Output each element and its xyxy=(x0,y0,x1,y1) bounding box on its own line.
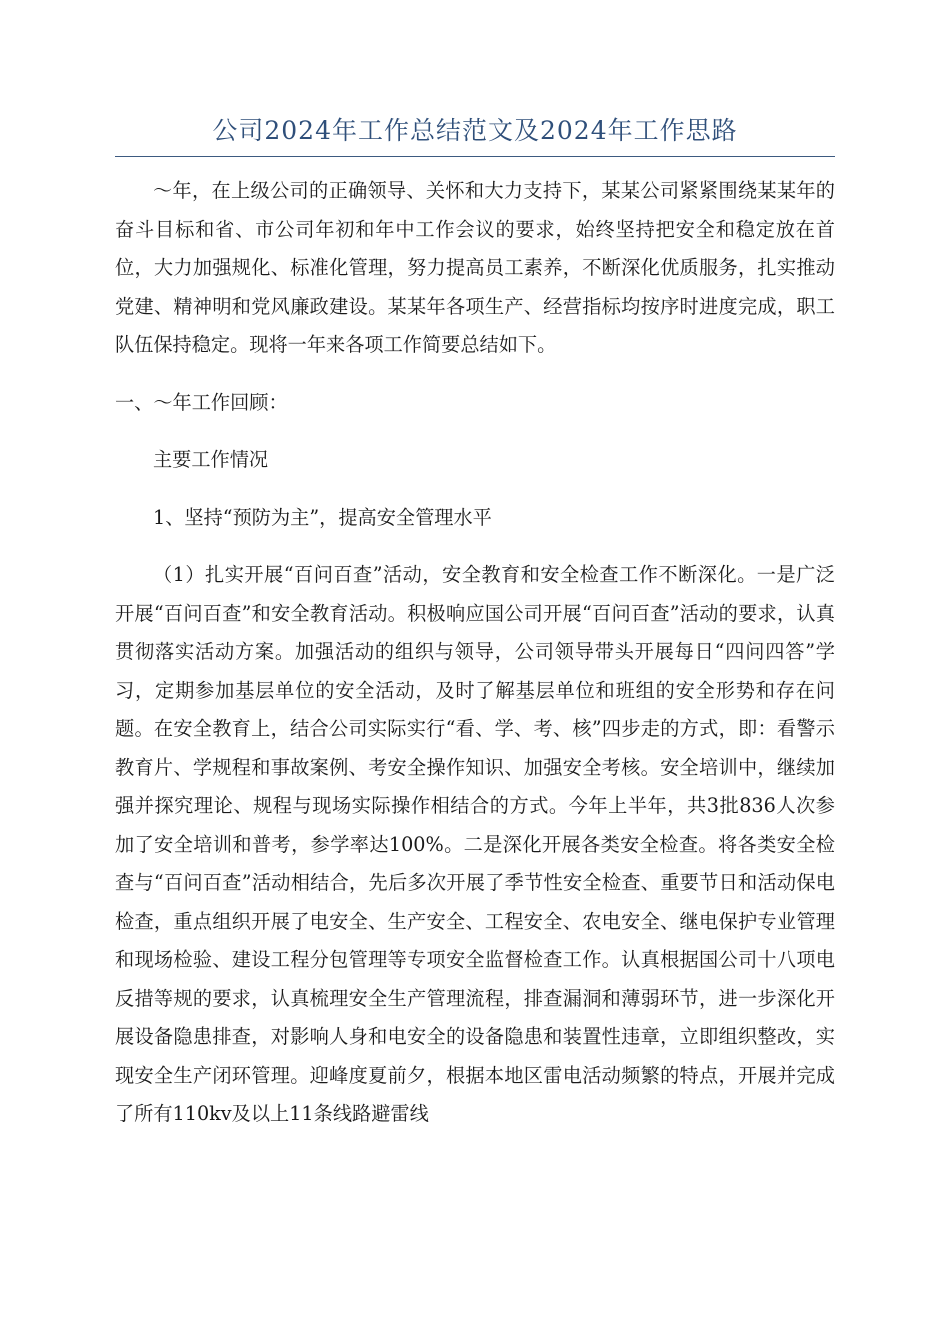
title-block xyxy=(115,112,835,157)
section-heading-review: 一、～年工作回顾： xyxy=(115,390,288,414)
document-title: 公司2024年工作总结范文及2024年工作思路 xyxy=(212,116,738,145)
subheading-main-work: 主要工作情况 xyxy=(153,448,269,471)
item-heading-safety: 1、坚持“预防为主”，提高安全管理水平 xyxy=(153,505,492,529)
document-body xyxy=(115,172,835,1134)
paragraph-intro: ～年，在上级公司的正确领导、关怀和大力支持下，某某公司紧紧围绕某某年的奋斗目标和省、市公司年初和年中工作会议的要求，始终坚持把安全和稳定放在首位，大力加强规化、标准化管理，努力提高员工素养，不断深化优质服务，扎实推动党建、精神明和党风廉政建设。某某年各项生产、经营指标均按序时进度完成，职工队伍保持稳定。现将一年来各项工作简要总结如下。 xyxy=(115,179,835,356)
paragraph-safety-detail: （1）扎实开展“百问百查”活动，安全教育和安全检查工作不断深化。一是广泛开展“百问百查”和安全教育活动。积极响应国公司开展“百问百查”活动的要求，认真贯彻落实活动方案。加强活动的组织与领导，公司领导带头开展每日“四问四答”学习，定期参加基层单位的安全活动，及时了解基层单位和班组的安全形势和存在问题。在安全教育上，结合公司实际实行“看、学、考、核”四步走的方式，即：看警示教育片、学规程和事故案例、考安全操作知识、加强安全考核。安全培训中，继续加强并探究理论、规程与现场实际操作相结合的方式。今年上半年，共3批836人次参加了安全培训和普考，参学率达100%。二是深化开展各类安全检查。将各类安全检查与“百问百查”活动相结合，先后多次开展了季节性安全检查、重要节日和活动保电检查，重点组织开展了电安全、生产安全、工程安全、农电安全、继电保护专业管理和现场检验、建设工程分包管理等专项安全监督检查工作。认真根据国公司十八项电反措等规的要求，认真梳理安全生产管理流程，排查漏洞和薄弱环节，进一步深化开展设备隐患排查，对影响人身和电安全的设备隐患和装置性违章，立即组织整改，实现安全生产闭环管理。迎峰度夏前夕，根据本地区雷电活动频繁的特点，开展并完成了所有110kv及以上11条线路避雷线 xyxy=(115,563,835,1125)
